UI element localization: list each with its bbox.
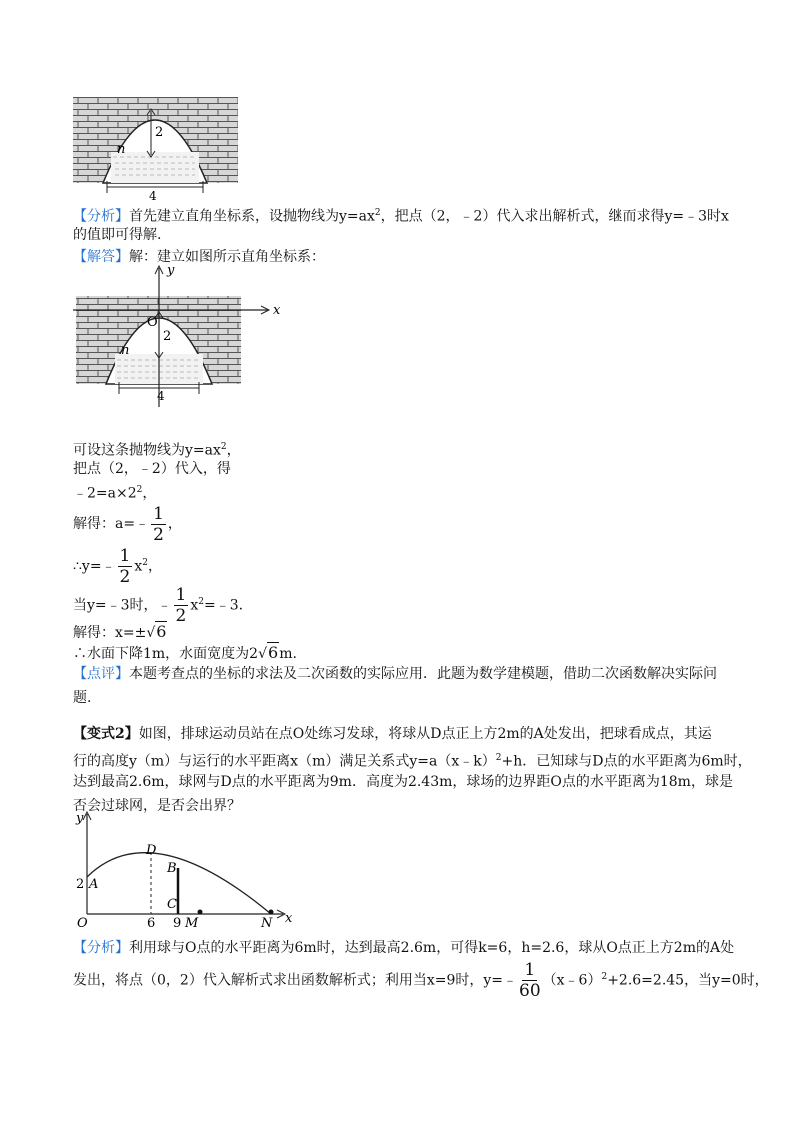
solution-line-3: $﹣2=a\times 2^2$， (73, 485, 157, 502)
tunnel-figure-2 (73, 262, 283, 412)
solution-line-5: ∴y=﹣ $\frac{1}{2}$ $x^2$， (73, 546, 163, 588)
answer-tag: 【解答】 (73, 249, 129, 265)
analysis-line-1: 【分析】首先建立直角坐标系，设抛物线为$y=ax^2$，把点（2，﹣2）代入求出解析式，继而求得y=﹣3时x (73, 208, 729, 225)
variant-line-3: 达到最高2.6m，球网与D点的水平距离为9m．高度为2.43m，球场的边界距O点的水平距离为18m，球是 (73, 774, 733, 790)
comment-line-2: 题. (73, 690, 92, 706)
solution-line-1: 可设这条抛物线为$y=ax^2$， (73, 442, 241, 459)
tick-9: 9 (173, 916, 182, 930)
answer-line: 【解答】解：建立如图所示直角坐标系： (73, 249, 325, 265)
point-M (198, 910, 203, 915)
curve-label: n (121, 343, 130, 358)
tunnel-figure-1 (73, 97, 238, 202)
analysis2-tag: 【分析】 (73, 940, 129, 956)
variant-tag: 【变式2】 (73, 726, 139, 742)
x-label: x (285, 911, 293, 926)
variant-line-2: 行的高度y（m）与运行的水平距离x（m）满足关系式y=a（x﹣k）$^2$+h．已知球与D点的水平距离为6m时， (73, 753, 752, 770)
height-label: 2 (155, 125, 164, 140)
y-axis-label: y (167, 263, 175, 278)
y-label: y (76, 811, 84, 826)
origin-label: O (147, 315, 158, 330)
label-M: M (185, 916, 199, 930)
solution-line-6: 当y=﹣3时，﹣ $\frac{1}{2}$ $x^2=﹣3$. (73, 585, 244, 627)
tick-2: 2 (76, 877, 85, 892)
x-axis-label: x (273, 303, 281, 318)
label-C: C (167, 897, 177, 912)
label-N: N (261, 916, 273, 930)
curve-label: n (117, 142, 126, 157)
origin-O: O (77, 916, 88, 930)
solution-line-7: 解得：x=±√6 (73, 622, 167, 641)
analysis2-line-2: 发出，将点（0，2）代入解析式求出函数解析式；利用当x=9时，y=﹣ $\frac{1}{60}$ （x﹣6）$^2$+2.6=2.45，当y=0时， (73, 960, 769, 1002)
solution-line-2: 把点（2，﹣2）代入，得 (73, 461, 231, 477)
comment-line-1: 【点评】本题考查点的坐标的求法及二次函数的实际应用．此题为数学建模题，借助二次函数解决实际问 (73, 666, 717, 682)
width-label: 4 (149, 189, 157, 202)
label-D: D (146, 843, 157, 858)
analysis-tag: 【分析】 (73, 208, 129, 225)
label-B: B (167, 861, 177, 876)
point-N (269, 910, 274, 915)
solution-line-4: 解得：a=﹣ $\frac{1}{2}$ ， (73, 503, 182, 545)
comment-tag: 【点评】 (73, 666, 129, 682)
trajectory-figure (73, 810, 298, 930)
variant-line-1: 【变式2】如图，排球运动员站在点O处练习发球，将球从D点正上方2m的A处发出，把球看成点，其运 (73, 726, 712, 742)
label-A: A (89, 877, 99, 892)
tick-6: 6 (147, 916, 156, 930)
width-label: 4 (157, 389, 165, 403)
analysis-line-2: 的值即可得解. (73, 227, 162, 243)
height-label: 2 (163, 329, 172, 344)
variant-line-4: 否会过球网，是否会出界？ (73, 798, 241, 814)
analysis2-line-1: 【分析】利用球与O点的水平距离为6m时，达到最高2.6m，可得k=6，h=2.6，球从O点正上方2m的A处 (73, 940, 735, 956)
solution-line-8: ∴水面下降1m，水面宽度为2√6m. (73, 643, 297, 662)
